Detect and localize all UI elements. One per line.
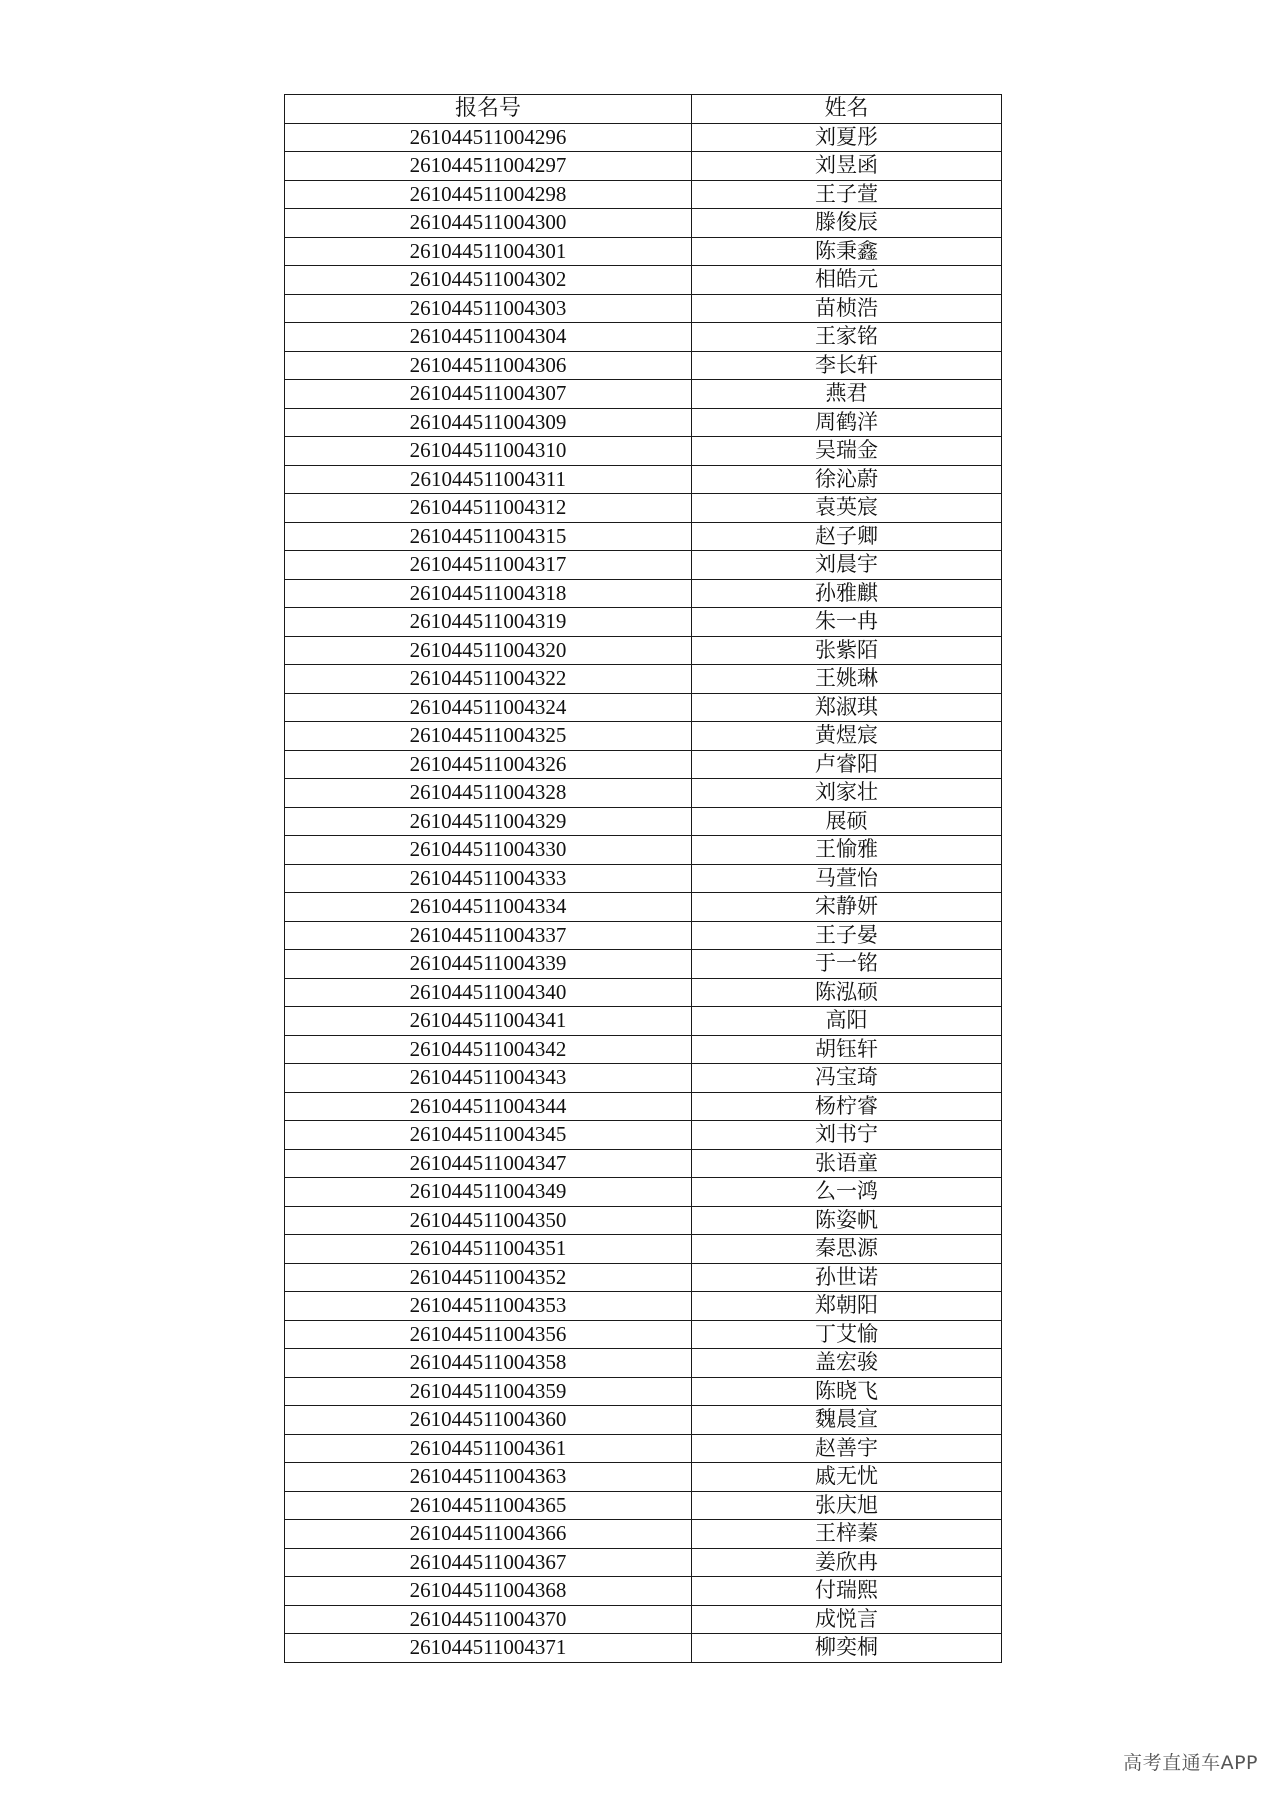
name-cell: 高阳 [692,1007,1002,1036]
name-cell: 王子晏 [692,921,1002,950]
registration-number-cell: 261044511004312 [285,494,692,523]
registration-number-cell: 261044511004342 [285,1035,692,1064]
registration-number-cell: 261044511004345 [285,1121,692,1150]
registration-number-cell: 261044511004339 [285,950,692,979]
name-cell: 付瑞熙 [692,1577,1002,1606]
table-row [285,1349,1002,1378]
header-registration-number: 报名号 [285,95,692,124]
name-cell: 滕俊辰 [692,209,1002,238]
table-row [285,551,1002,580]
name-cell: 燕君 [692,380,1002,409]
name-cell: 吴瑞金 [692,437,1002,466]
table-row [285,807,1002,836]
registration-number-cell: 261044511004326 [285,750,692,779]
table-row [285,237,1002,266]
registration-table [284,94,1002,1663]
table-row [285,323,1002,352]
table-row [285,1406,1002,1435]
table-row [285,722,1002,751]
name-cell: 姜欣冉 [692,1548,1002,1577]
name-cell: 王梓蓁 [692,1520,1002,1549]
table-row [285,1007,1002,1036]
name-cell: 苗桢浩 [692,294,1002,323]
table-row [285,1577,1002,1606]
name-cell: 袁英宸 [692,494,1002,523]
table-row [285,408,1002,437]
name-cell: 刘书宁 [692,1121,1002,1150]
name-cell: 展硕 [692,807,1002,836]
name-cell: 郑朝阳 [692,1292,1002,1321]
registration-number-cell: 261044511004328 [285,779,692,808]
name-cell: 冯宝琦 [692,1064,1002,1093]
name-cell: 刘晨宇 [692,551,1002,580]
table-row [285,779,1002,808]
table-row [285,950,1002,979]
table-row [285,437,1002,466]
table-row [285,1178,1002,1207]
table-row [285,665,1002,694]
name-cell: 于一铭 [692,950,1002,979]
name-cell: 赵善宇 [692,1434,1002,1463]
name-cell: 刘家壮 [692,779,1002,808]
name-cell: 成悦言 [692,1605,1002,1634]
table-row [285,294,1002,323]
registration-number-cell: 261044511004367 [285,1548,692,1577]
table-body [285,123,1002,1662]
name-cell: 张庆旭 [692,1491,1002,1520]
table-row [285,380,1002,409]
registration-number-cell: 261044511004344 [285,1092,692,1121]
registration-number-cell: 261044511004371 [285,1634,692,1663]
table-row [285,921,1002,950]
table-row [285,636,1002,665]
registration-number-cell: 261044511004296 [285,123,692,152]
name-cell: 么一鸿 [692,1178,1002,1207]
registration-number-cell: 261044511004360 [285,1406,692,1435]
registration-number-cell: 261044511004315 [285,522,692,551]
table-row [285,1605,1002,1634]
registration-number-cell: 261044511004319 [285,608,692,637]
registration-number-cell: 261044511004351 [285,1235,692,1264]
table-row [285,465,1002,494]
registration-number-cell: 261044511004366 [285,1520,692,1549]
name-cell: 孙世诺 [692,1263,1002,1292]
table-row [285,579,1002,608]
registration-number-cell: 261044511004347 [285,1149,692,1178]
registration-number-cell: 261044511004309 [285,408,692,437]
name-cell: 杨柠睿 [692,1092,1002,1121]
table-row [285,1463,1002,1492]
table-header [285,95,1002,124]
registration-number-cell: 261044511004352 [285,1263,692,1292]
header-row [285,95,1002,124]
registration-number-cell: 261044511004370 [285,1605,692,1634]
table-row [285,1263,1002,1292]
name-cell: 张紫陌 [692,636,1002,665]
registration-number-cell: 261044511004297 [285,152,692,181]
name-cell: 盖宏骏 [692,1349,1002,1378]
table-row [285,209,1002,238]
table-row [285,266,1002,295]
table-row [285,1064,1002,1093]
registration-number-cell: 261044511004306 [285,351,692,380]
header-name: 姓名 [692,95,1002,124]
table-row [285,1520,1002,1549]
table-row [285,1548,1002,1577]
table-row [285,1320,1002,1349]
name-cell: 陈晓飞 [692,1377,1002,1406]
registration-number-cell: 261044511004341 [285,1007,692,1036]
registration-number-cell: 261044511004337 [285,921,692,950]
name-cell: 郑淑琪 [692,693,1002,722]
name-cell: 王家铭 [692,323,1002,352]
registration-number-cell: 261044511004329 [285,807,692,836]
registration-number-cell: 261044511004325 [285,722,692,751]
table-row [285,180,1002,209]
table-row [285,693,1002,722]
registration-number-cell: 261044511004358 [285,1349,692,1378]
registration-number-cell: 261044511004361 [285,1434,692,1463]
registration-number-cell: 261044511004310 [285,437,692,466]
registration-number-cell: 261044511004333 [285,864,692,893]
table-row [285,836,1002,865]
registration-number-cell: 261044511004300 [285,209,692,238]
name-cell: 孙雅麒 [692,579,1002,608]
name-cell: 丁艾愉 [692,1320,1002,1349]
table-row [285,978,1002,1007]
registration-number-cell: 261044511004322 [285,665,692,694]
table-row [285,152,1002,181]
registration-number-cell: 261044511004334 [285,893,692,922]
name-cell: 李长轩 [692,351,1002,380]
registration-number-cell: 261044511004317 [285,551,692,580]
table-row [285,1035,1002,1064]
table-row [285,1149,1002,1178]
table-row [285,494,1002,523]
name-cell: 卢睿阳 [692,750,1002,779]
name-cell: 柳奕桐 [692,1634,1002,1663]
table-row [285,1634,1002,1663]
name-cell: 陈秉鑫 [692,237,1002,266]
name-cell: 王姚琳 [692,665,1002,694]
name-cell: 朱一冉 [692,608,1002,637]
registration-number-cell: 261044511004349 [285,1178,692,1207]
table-row [285,1491,1002,1520]
registration-number-cell: 261044511004343 [285,1064,692,1093]
name-cell: 刘昱函 [692,152,1002,181]
name-cell: 陈姿帆 [692,1206,1002,1235]
registration-number-cell: 261044511004368 [285,1577,692,1606]
table-row [285,750,1002,779]
table-row [285,1434,1002,1463]
table-row [285,1377,1002,1406]
name-cell: 黄煜宸 [692,722,1002,751]
table-row [285,608,1002,637]
registration-number-cell: 261044511004302 [285,266,692,295]
table-row [285,351,1002,380]
watermark-text: 高考直通车APP [1123,1752,1258,1774]
registration-number-cell: 261044511004303 [285,294,692,323]
registration-number-cell: 261044511004307 [285,380,692,409]
name-cell: 周鹤洋 [692,408,1002,437]
table-row [285,864,1002,893]
name-cell: 胡钰轩 [692,1035,1002,1064]
registration-number-cell: 261044511004298 [285,180,692,209]
registration-number-cell: 261044511004311 [285,465,692,494]
registration-number-cell: 261044511004330 [285,836,692,865]
registration-number-cell: 261044511004324 [285,693,692,722]
table-row [285,123,1002,152]
name-cell: 秦思源 [692,1235,1002,1264]
registration-number-cell: 261044511004363 [285,1463,692,1492]
registration-number-cell: 261044511004318 [285,579,692,608]
name-cell: 戚无忧 [692,1463,1002,1492]
registration-number-cell: 261044511004304 [285,323,692,352]
name-cell: 刘夏彤 [692,123,1002,152]
table-row [285,1292,1002,1321]
table-row [285,893,1002,922]
registration-number-cell: 261044511004340 [285,978,692,1007]
name-cell: 马萱怡 [692,864,1002,893]
name-cell: 王子萱 [692,180,1002,209]
registration-number-cell: 261044511004320 [285,636,692,665]
registration-number-cell: 261044511004365 [285,1491,692,1520]
registration-number-cell: 261044511004356 [285,1320,692,1349]
name-cell: 魏晨宣 [692,1406,1002,1435]
name-cell: 相皓元 [692,266,1002,295]
name-cell: 陈泓硕 [692,978,1002,1007]
name-cell: 宋静妍 [692,893,1002,922]
registration-number-cell: 261044511004301 [285,237,692,266]
registration-number-cell: 261044511004359 [285,1377,692,1406]
name-cell: 徐沁蔚 [692,465,1002,494]
table-row [285,522,1002,551]
registration-number-cell: 261044511004353 [285,1292,692,1321]
name-cell: 王愉雅 [692,836,1002,865]
registration-number-cell: 261044511004350 [285,1206,692,1235]
table-row [285,1235,1002,1264]
name-cell: 张语童 [692,1149,1002,1178]
table-row [285,1206,1002,1235]
table-row [285,1121,1002,1150]
table-row [285,1092,1002,1121]
name-cell: 赵子卿 [692,522,1002,551]
